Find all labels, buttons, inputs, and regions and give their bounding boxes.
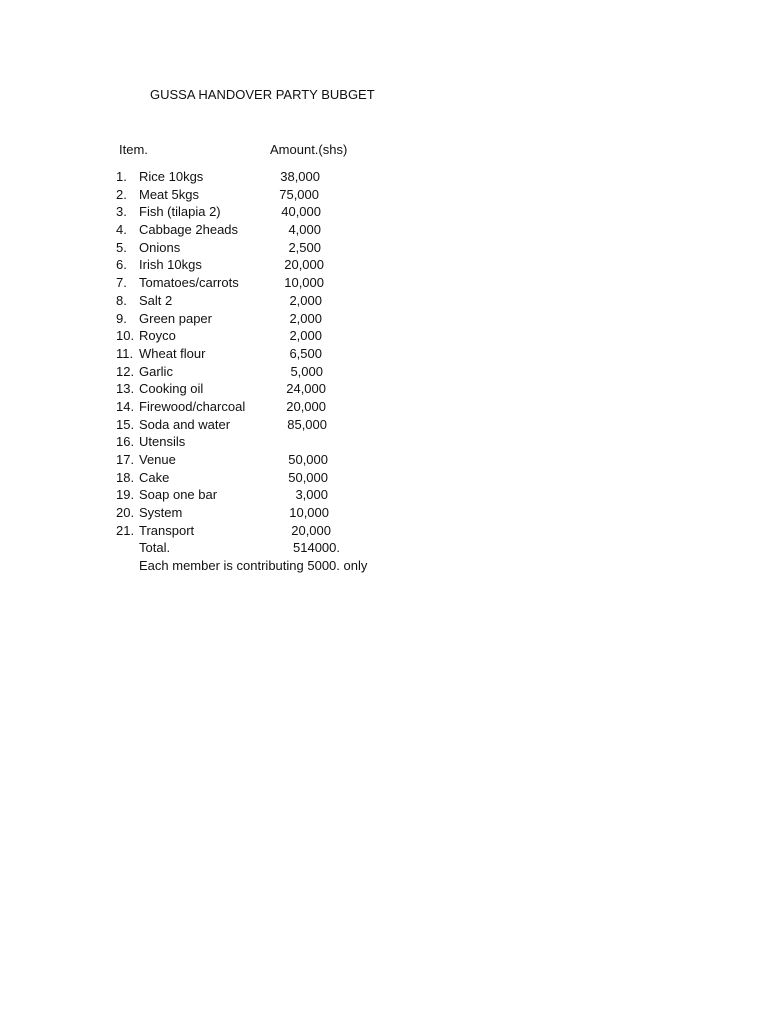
- list-item: [0, 168, 768, 186]
- item-label: System: [139, 505, 183, 521]
- item-number: 5.: [116, 239, 127, 255]
- item-number: 19.: [116, 487, 135, 503]
- list-item: [0, 486, 768, 504]
- list-item: [0, 416, 768, 434]
- item-number: 15.: [116, 416, 135, 432]
- list-item: [0, 327, 768, 345]
- total-amount: 514000.: [293, 540, 340, 556]
- list-item: [0, 256, 768, 274]
- item-label: Tomatoes/carrots: [139, 275, 239, 291]
- item-label: Garlic: [139, 363, 173, 379]
- item-amount: 38,000: [280, 169, 320, 184]
- item-amount: 10,000: [284, 275, 324, 291]
- item-label: Cabbage 2heads: [139, 222, 239, 238]
- list-item: [0, 310, 768, 328]
- item-amount: 2,000: [289, 310, 322, 326]
- item-number: 13.: [116, 381, 135, 397]
- item-number: 16.: [116, 434, 135, 450]
- budget-list: [0, 168, 768, 575]
- list-item: [0, 433, 768, 451]
- item-number: 9.: [116, 310, 127, 326]
- item-column-header: Item.: [119, 142, 148, 157]
- list-item: [0, 345, 768, 363]
- item-amount: 4,000: [288, 222, 321, 238]
- item-amount: 50,000: [288, 469, 328, 485]
- item-amount: 20,000: [286, 398, 326, 414]
- item-amount: 20,000: [284, 257, 324, 273]
- item-number: 20.: [116, 505, 135, 521]
- item-label: Firewood/charcoal: [139, 398, 246, 414]
- list-item: [0, 522, 768, 540]
- list-item: [0, 221, 768, 239]
- item-number: 2.: [116, 186, 127, 202]
- item-amount: 2,500: [288, 239, 321, 255]
- item-amount: 50,000: [288, 452, 328, 467]
- total-row: [0, 539, 768, 557]
- item-label: Rice 10kgs: [139, 169, 204, 184]
- list-item: [0, 239, 768, 257]
- item-label: Venue: [139, 452, 176, 467]
- total-label: Total.: [139, 540, 171, 556]
- item-label: Meat 5kgs: [139, 186, 199, 202]
- list-item: [0, 398, 768, 416]
- item-number: 18.: [116, 469, 135, 485]
- contribution-note-text: Each member is contributing 5000. only: [139, 558, 368, 574]
- list-item: [0, 274, 768, 292]
- list-item: [0, 451, 768, 469]
- item-number: 8.: [116, 292, 127, 308]
- item-number: 4.: [116, 222, 127, 238]
- item-amount: 40,000: [281, 204, 321, 220]
- item-amount: 24,000: [286, 381, 326, 397]
- list-item: [0, 363, 768, 381]
- list-item: [0, 292, 768, 310]
- item-number: 1.: [116, 169, 127, 184]
- item-label: Soap one bar: [139, 487, 218, 503]
- item-amount: 20,000: [291, 522, 331, 538]
- item-label: Cooking oil: [139, 381, 204, 397]
- item-label: Wheat flour: [139, 345, 206, 361]
- item-amount: 2,000: [289, 328, 322, 344]
- document-title: GUSSA HANDOVER PARTY BUBGET: [150, 87, 375, 102]
- item-label: Fish (tilapia 2): [139, 204, 221, 220]
- list-item: [0, 186, 768, 204]
- item-label: Salt 2: [139, 292, 173, 308]
- item-number: 14.: [116, 398, 135, 414]
- amount-column-header: Amount.(shs): [270, 142, 348, 157]
- item-number: 7.: [116, 275, 127, 291]
- item-amount: 6,500: [289, 345, 322, 361]
- item-number: 12.: [116, 363, 135, 379]
- contribution-note: [0, 557, 768, 575]
- item-label: Soda and water: [139, 416, 231, 432]
- item-amount: 2,000: [289, 292, 322, 308]
- item-number: 17.: [116, 452, 135, 467]
- item-number: 3.: [116, 204, 127, 220]
- item-number: 11.: [116, 345, 134, 361]
- item-label: Onions: [139, 239, 181, 255]
- list-item: [0, 504, 768, 522]
- list-item: [0, 380, 768, 398]
- item-label: Cake: [139, 469, 170, 485]
- list-item: [0, 469, 768, 487]
- item-number: 21.: [116, 522, 135, 538]
- item-number: 10.: [116, 328, 135, 344]
- item-label: Utensils: [139, 434, 186, 450]
- item-amount: 5,000: [290, 363, 323, 379]
- item-amount: 75,000: [279, 186, 319, 202]
- item-label: Royco: [139, 328, 176, 344]
- item-label: Transport: [139, 522, 195, 538]
- list-item: [0, 203, 768, 221]
- item-amount: 3,000: [295, 487, 328, 503]
- item-label: Irish 10kgs: [139, 257, 202, 273]
- item-amount: 85,000: [287, 416, 327, 432]
- item-label: Green paper: [139, 310, 212, 326]
- item-amount: 10,000: [289, 505, 329, 521]
- item-number: 6.: [116, 257, 127, 273]
